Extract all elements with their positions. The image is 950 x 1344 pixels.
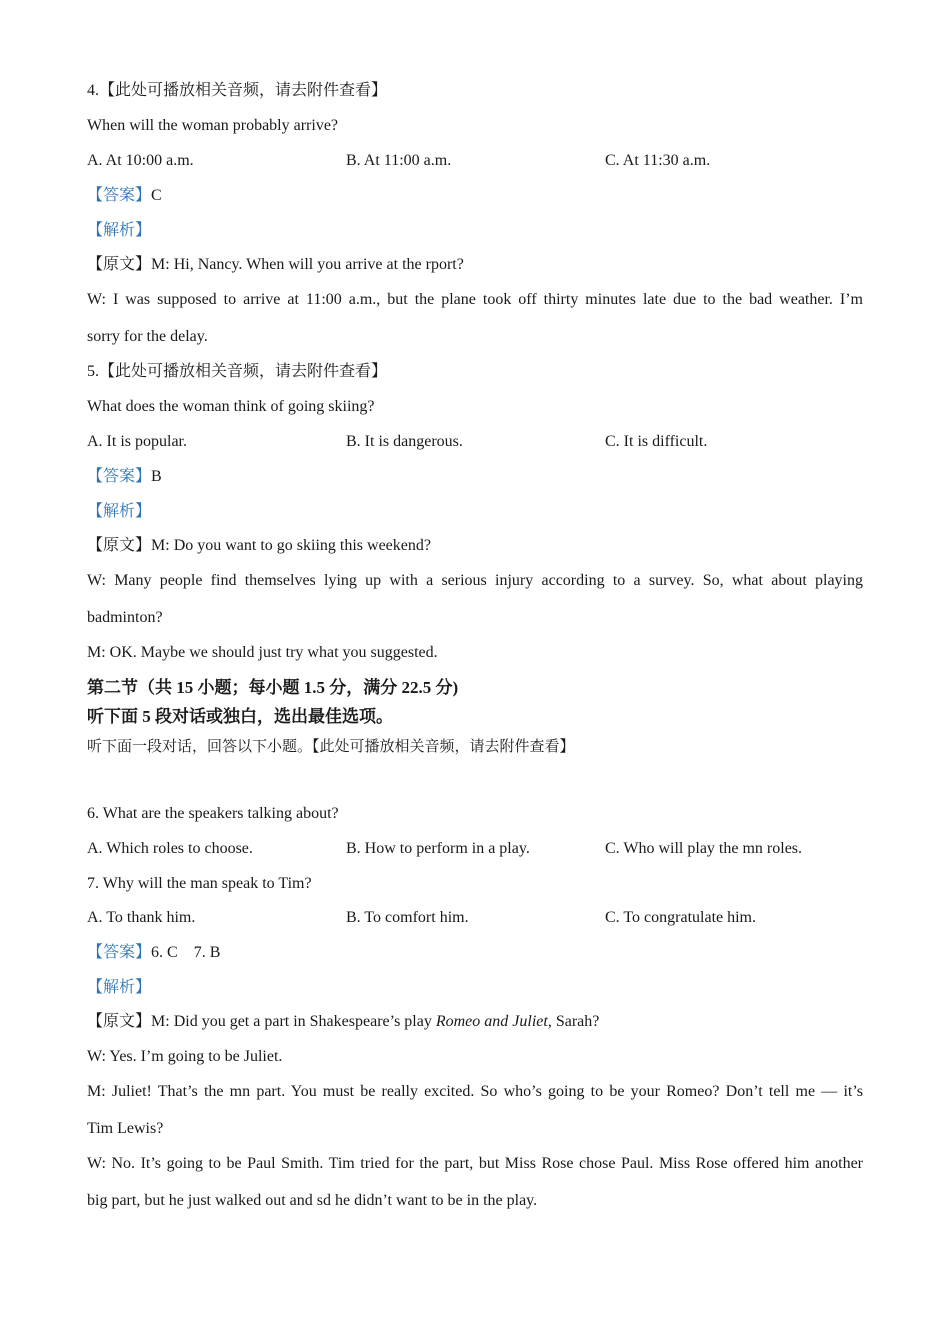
q67-analysis-tag: 【解析】: [87, 979, 152, 996]
answer-value: C: [151, 187, 162, 204]
q5-question: What does the woman think of going skiing?: [87, 398, 375, 415]
q7-option-a: A. To thank him.: [87, 909, 196, 926]
q67-transcript-6: big part, but he just walked out and sd he didn’t want to be in the play.: [87, 1192, 538, 1209]
q5-transcript-4: M: OK. Maybe we should just try what you suggested.: [87, 644, 438, 661]
q5-transcript-2: W: Many people find themselves lying up with a serious injury according to a survey. So, what about playing: [87, 572, 863, 589]
q5-transcript-1: [87, 535, 863, 557]
source-tag: 【原文】: [87, 1013, 152, 1030]
q5-transcript-3: badminton?: [87, 609, 163, 626]
transcript-text: M: Hi, Nancy. When will you arrive at the rport?: [151, 256, 464, 273]
q67-transcript-1: [87, 1011, 863, 1033]
answer-tag: 【答案】: [87, 468, 152, 485]
q4-answer: [87, 185, 863, 207]
q4-option-a: A. At 10:00 a.m.: [87, 152, 194, 169]
q7-question: 7. Why will the man speak to Tim?: [87, 875, 312, 892]
transcript-text: M: Do you want to go skiing this weekend?: [151, 537, 431, 554]
answer-tag: 【答案】: [87, 187, 152, 204]
q4-header[interactable]: 4.【此处可播放相关音频，请去附件查看】: [87, 82, 388, 99]
q6-option-a: A. Which roles to choose.: [87, 840, 253, 857]
q67-transcript-2: W: Yes. I’m going to be Juliet.: [87, 1048, 283, 1065]
source-tag: 【原文】: [87, 256, 152, 273]
q7-option-c: C. To congratulate him.: [605, 909, 756, 926]
q4-question: When will the woman probably arrive?: [87, 117, 339, 134]
q5-option-b: B. It is dangerous.: [346, 433, 463, 450]
q5-analysis-tag: 【解析】: [87, 503, 152, 520]
q67-transcript-5: W: No. It’s going to be Paul Smith. Tim tried for the part, but Miss Rose chose Paul. Miss Rose offered him another: [87, 1155, 863, 1172]
answer-tag: 【答案】: [87, 944, 152, 961]
q6-option-b: B. How to perform in a play.: [346, 840, 530, 857]
answer-value: B: [151, 468, 162, 485]
q5-header[interactable]: 5.【此处可播放相关音频，请去附件查看】: [87, 363, 388, 380]
q4-transcript-3: sorry for the delay.: [87, 328, 208, 345]
q4-option-b: B. At 11:00 a.m.: [346, 152, 452, 169]
q4-transcript-2: W: I was supposed to arrive at 11:00 a.m., but the plane took off thirty minutes late due to the bad weather. I’m: [87, 291, 863, 308]
q67-transcript-3: M: Juliet! That’s the mn part. You must be really excited. So who’s going to be your Romeo? Don’t tell me — it’s: [87, 1083, 863, 1100]
q67-answer: [87, 942, 863, 964]
transcript-text: , Sarah?: [547, 1013, 600, 1030]
q4-option-c: C. At 11:30 a.m.: [605, 152, 711, 169]
q67-transcript-4: Tim Lewis?: [87, 1120, 164, 1137]
q5-option-c: C. It is difficult.: [605, 433, 708, 450]
q4-analysis-tag: 【解析】: [87, 222, 152, 239]
q6-question: 6. What are the speakers talking about?: [87, 805, 339, 822]
transcript-text: M: Did you get a part in Shakespeare’s play: [151, 1013, 436, 1030]
answer-value: 6. C 7. B: [151, 944, 221, 961]
play-title: Romeo and Juliet: [435, 1013, 548, 1030]
q4-transcript-1: [87, 254, 863, 276]
q6-option-c: C. Who will play the mn roles.: [605, 840, 803, 857]
q5-answer: [87, 466, 863, 488]
section2-instruction: 听下面 5 段对话或独白，选出最佳选项。: [87, 707, 393, 726]
q5-option-a: A. It is popular.: [87, 433, 187, 450]
section2-listen-note[interactable]: 听下面一段对话，回答以下小题。【此处可播放相关音频，请去附件查看】: [87, 737, 575, 755]
source-tag: 【原文】: [87, 537, 152, 554]
q7-option-b: B. To comfort him.: [346, 909, 469, 926]
section2-title: 第二节（共 15 小题；每小题 1.5 分，满分 22.5 分): [87, 678, 459, 697]
